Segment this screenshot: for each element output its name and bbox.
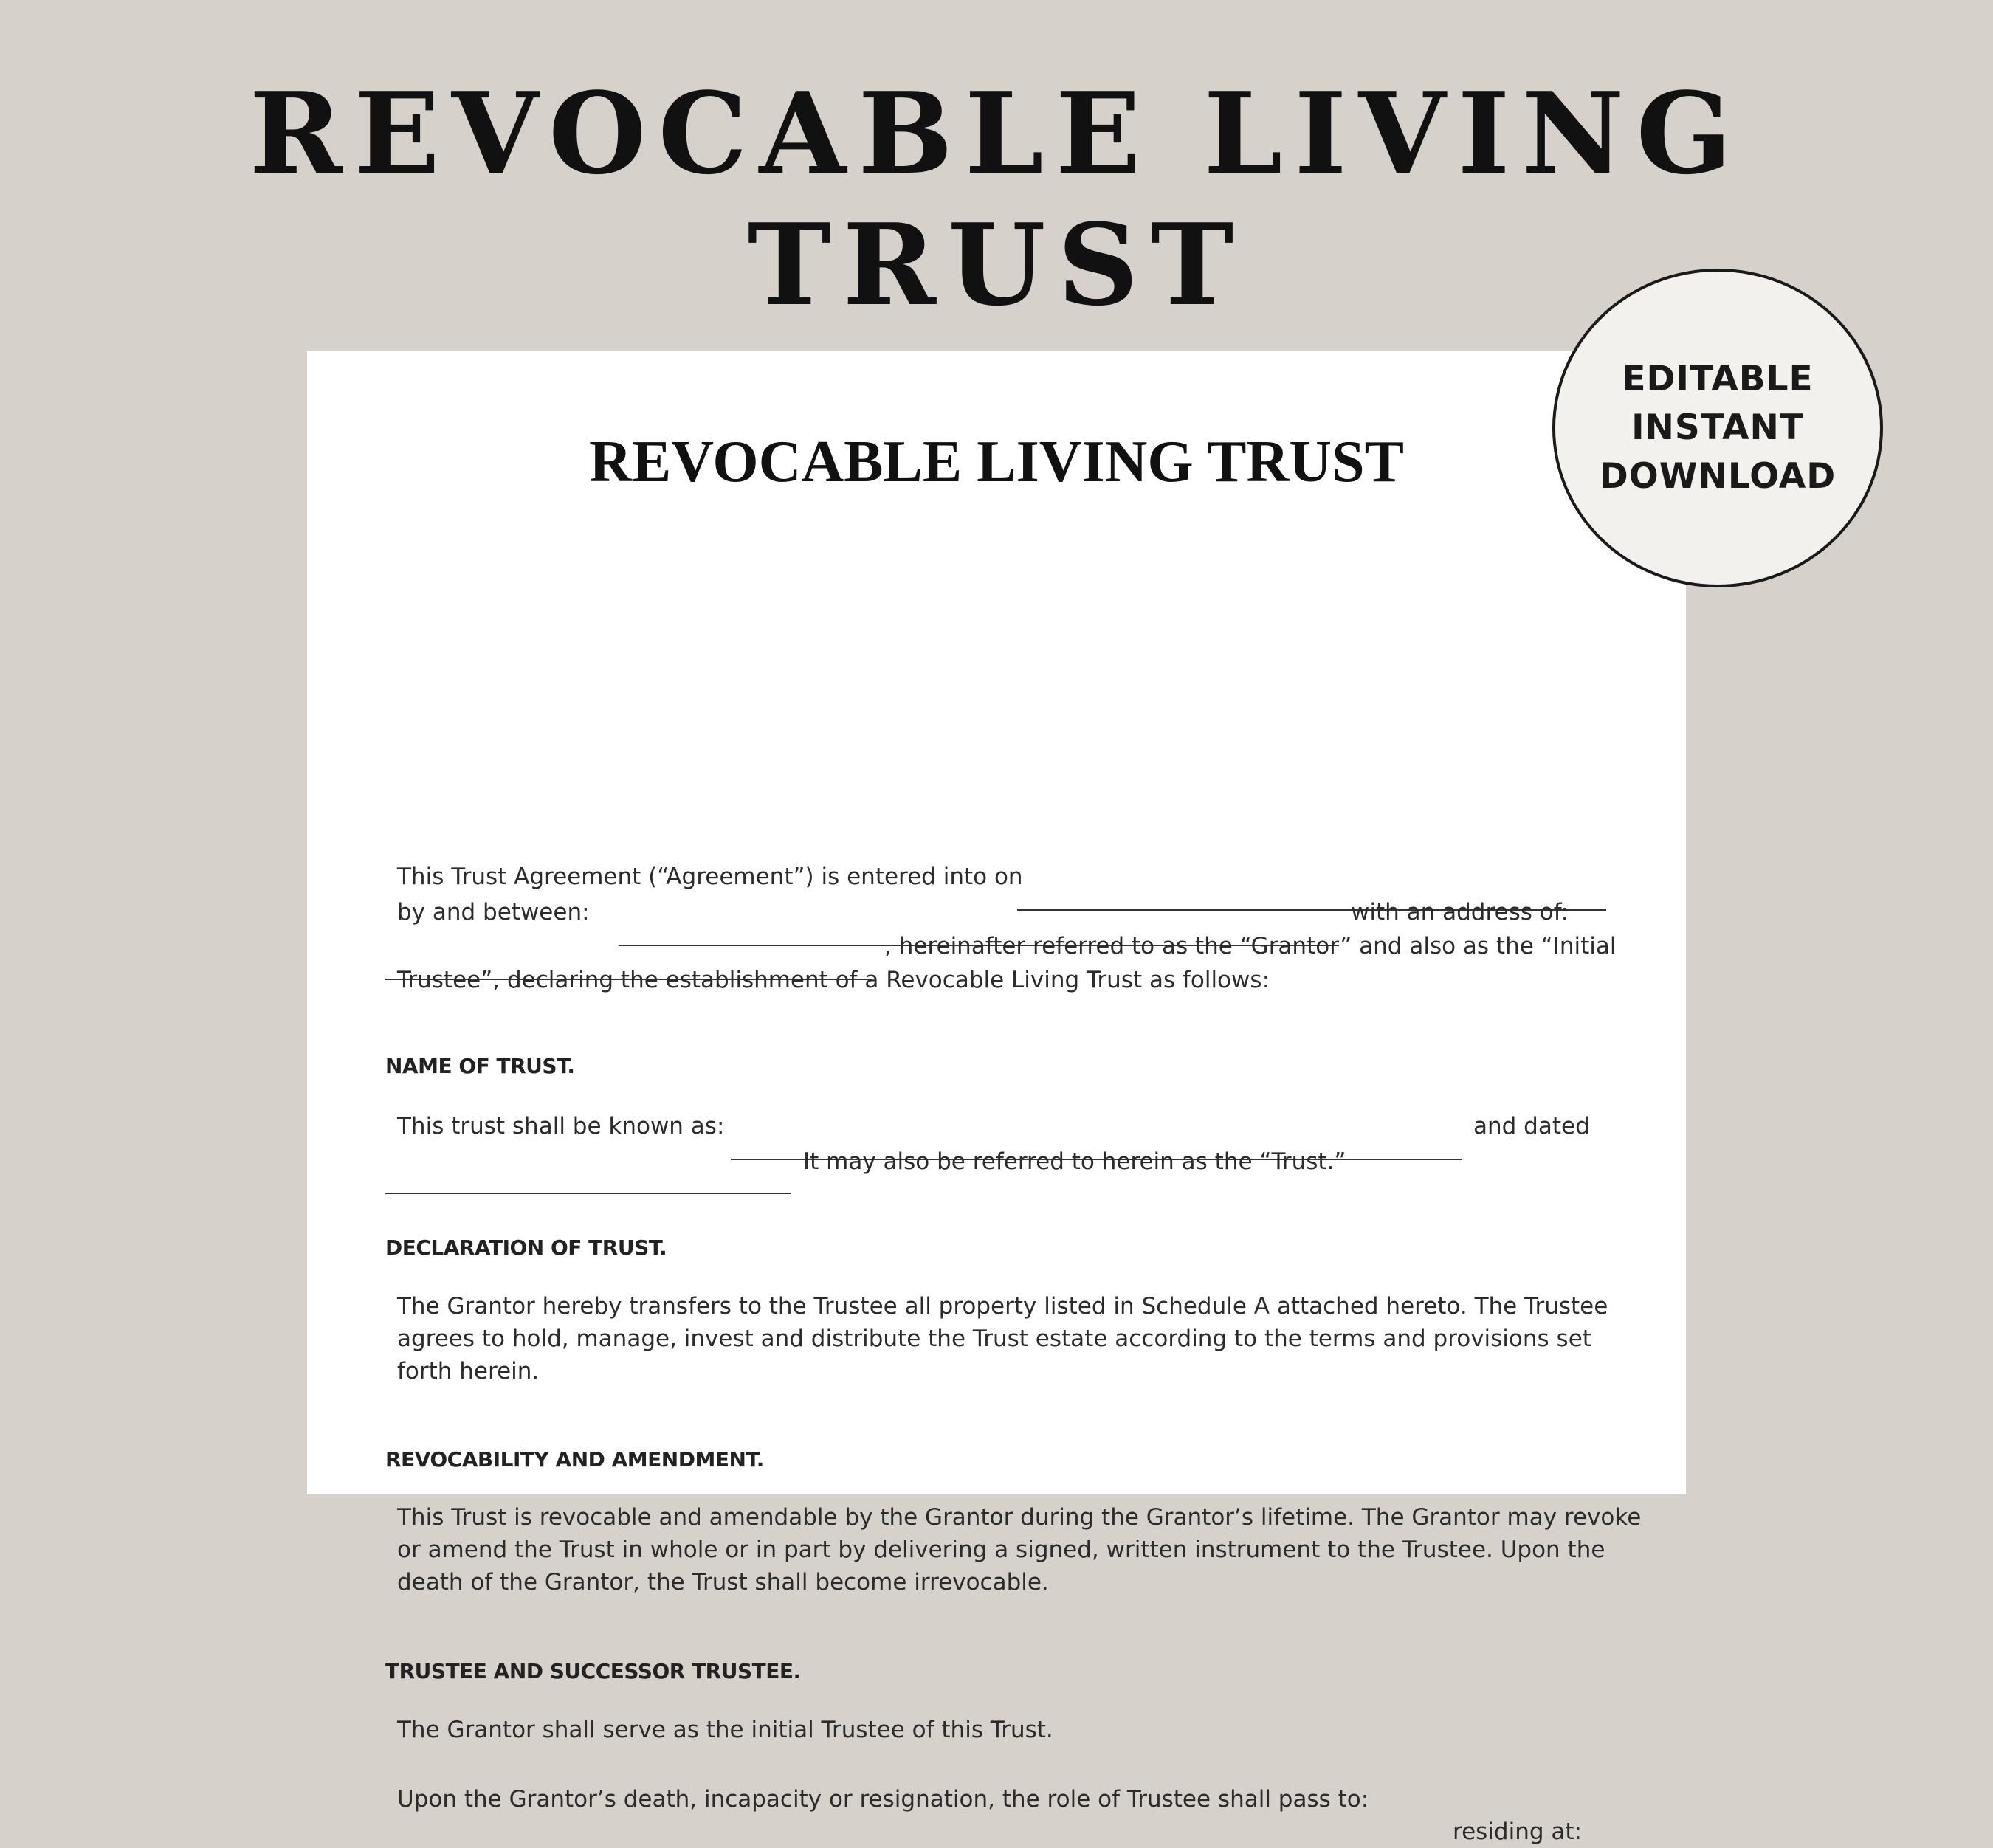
revocability-line-2: or amend the Trust in whole or in part by delivering a signed, written instrument to the Trustee. Upon the: [397, 1537, 1605, 1563]
badge-line-2: INSTANT: [1631, 407, 1804, 448]
and-dated-label: and dated: [1473, 1113, 1590, 1140]
trustee-line-1: The Grantor shall serve as the initial Trustee of this Trust.: [397, 1717, 1053, 1743]
declaration-line-2: agrees to hold, manage, invest and distribute the Trust estate according to the terms and provisions set: [397, 1325, 1591, 1352]
intro-address-label: with an address of:: [1351, 899, 1569, 925]
section-heading-name-of-trust: NAME OF TRUST.: [385, 1054, 575, 1078]
revocability-line-1: This Trust is revocable and amendable by the Grantor during the Grantor’s lifetime. The Grantor may revoke: [397, 1504, 1642, 1531]
revocability-line-3: death of the Grantor, the Trust shall become irrevocable.: [397, 1569, 1049, 1596]
trustee-line-2: Upon the Grantor’s death, incapacity or resignation, the role of Trustee shall pass to:: [397, 1786, 1369, 1813]
intro-line-4: Trustee”, declaring the establishment of a Revocable Living Trust as follows:: [397, 967, 1270, 993]
intro-line-2-label: by and between:: [397, 899, 590, 925]
declaration-line-1: The Grantor hereby transfers to the Trustee all property listed in Schedule A attached hereto. The Trustee: [397, 1293, 1608, 1320]
badge-line-1: EDITABLE: [1622, 359, 1814, 399]
document-page: [307, 351, 1686, 1845]
trust-referred-line: It may also be referred to herein as the “Trust.”: [803, 1148, 1346, 1175]
section-heading-revocability: REVOCABILITY AND AMENDMENT.: [385, 1447, 764, 1472]
section-heading-declaration: DECLARATION OF TRUST.: [385, 1235, 667, 1260]
trust-date-field-line[interactable]: [385, 1193, 791, 1194]
hero-title-line-2: TRUST: [747, 199, 1246, 331]
badge-line-3: DOWNLOAD: [1599, 456, 1837, 497]
intro-line-1: This Trust Agreement (“Agreement”) is entered into on: [397, 863, 1023, 890]
editable-download-badge: [1552, 269, 1883, 587]
trust-name-label: This trust shall be known as:: [397, 1113, 725, 1140]
residing-at-label: residing at:: [1453, 1818, 1582, 1845]
declaration-line-3: forth herein.: [397, 1358, 540, 1385]
hero-title-line-1: REVOCABLE LIVING: [249, 67, 1744, 199]
document-title: REVOCABLE LIVING TRUST: [589, 430, 1404, 494]
intro-line-3: , hereinafter referred to as the “Grantor” and also as the “Initial: [884, 933, 1617, 959]
section-heading-trustee: TRUSTEE AND SUCCESSOR TRUSTEE.: [385, 1659, 801, 1683]
